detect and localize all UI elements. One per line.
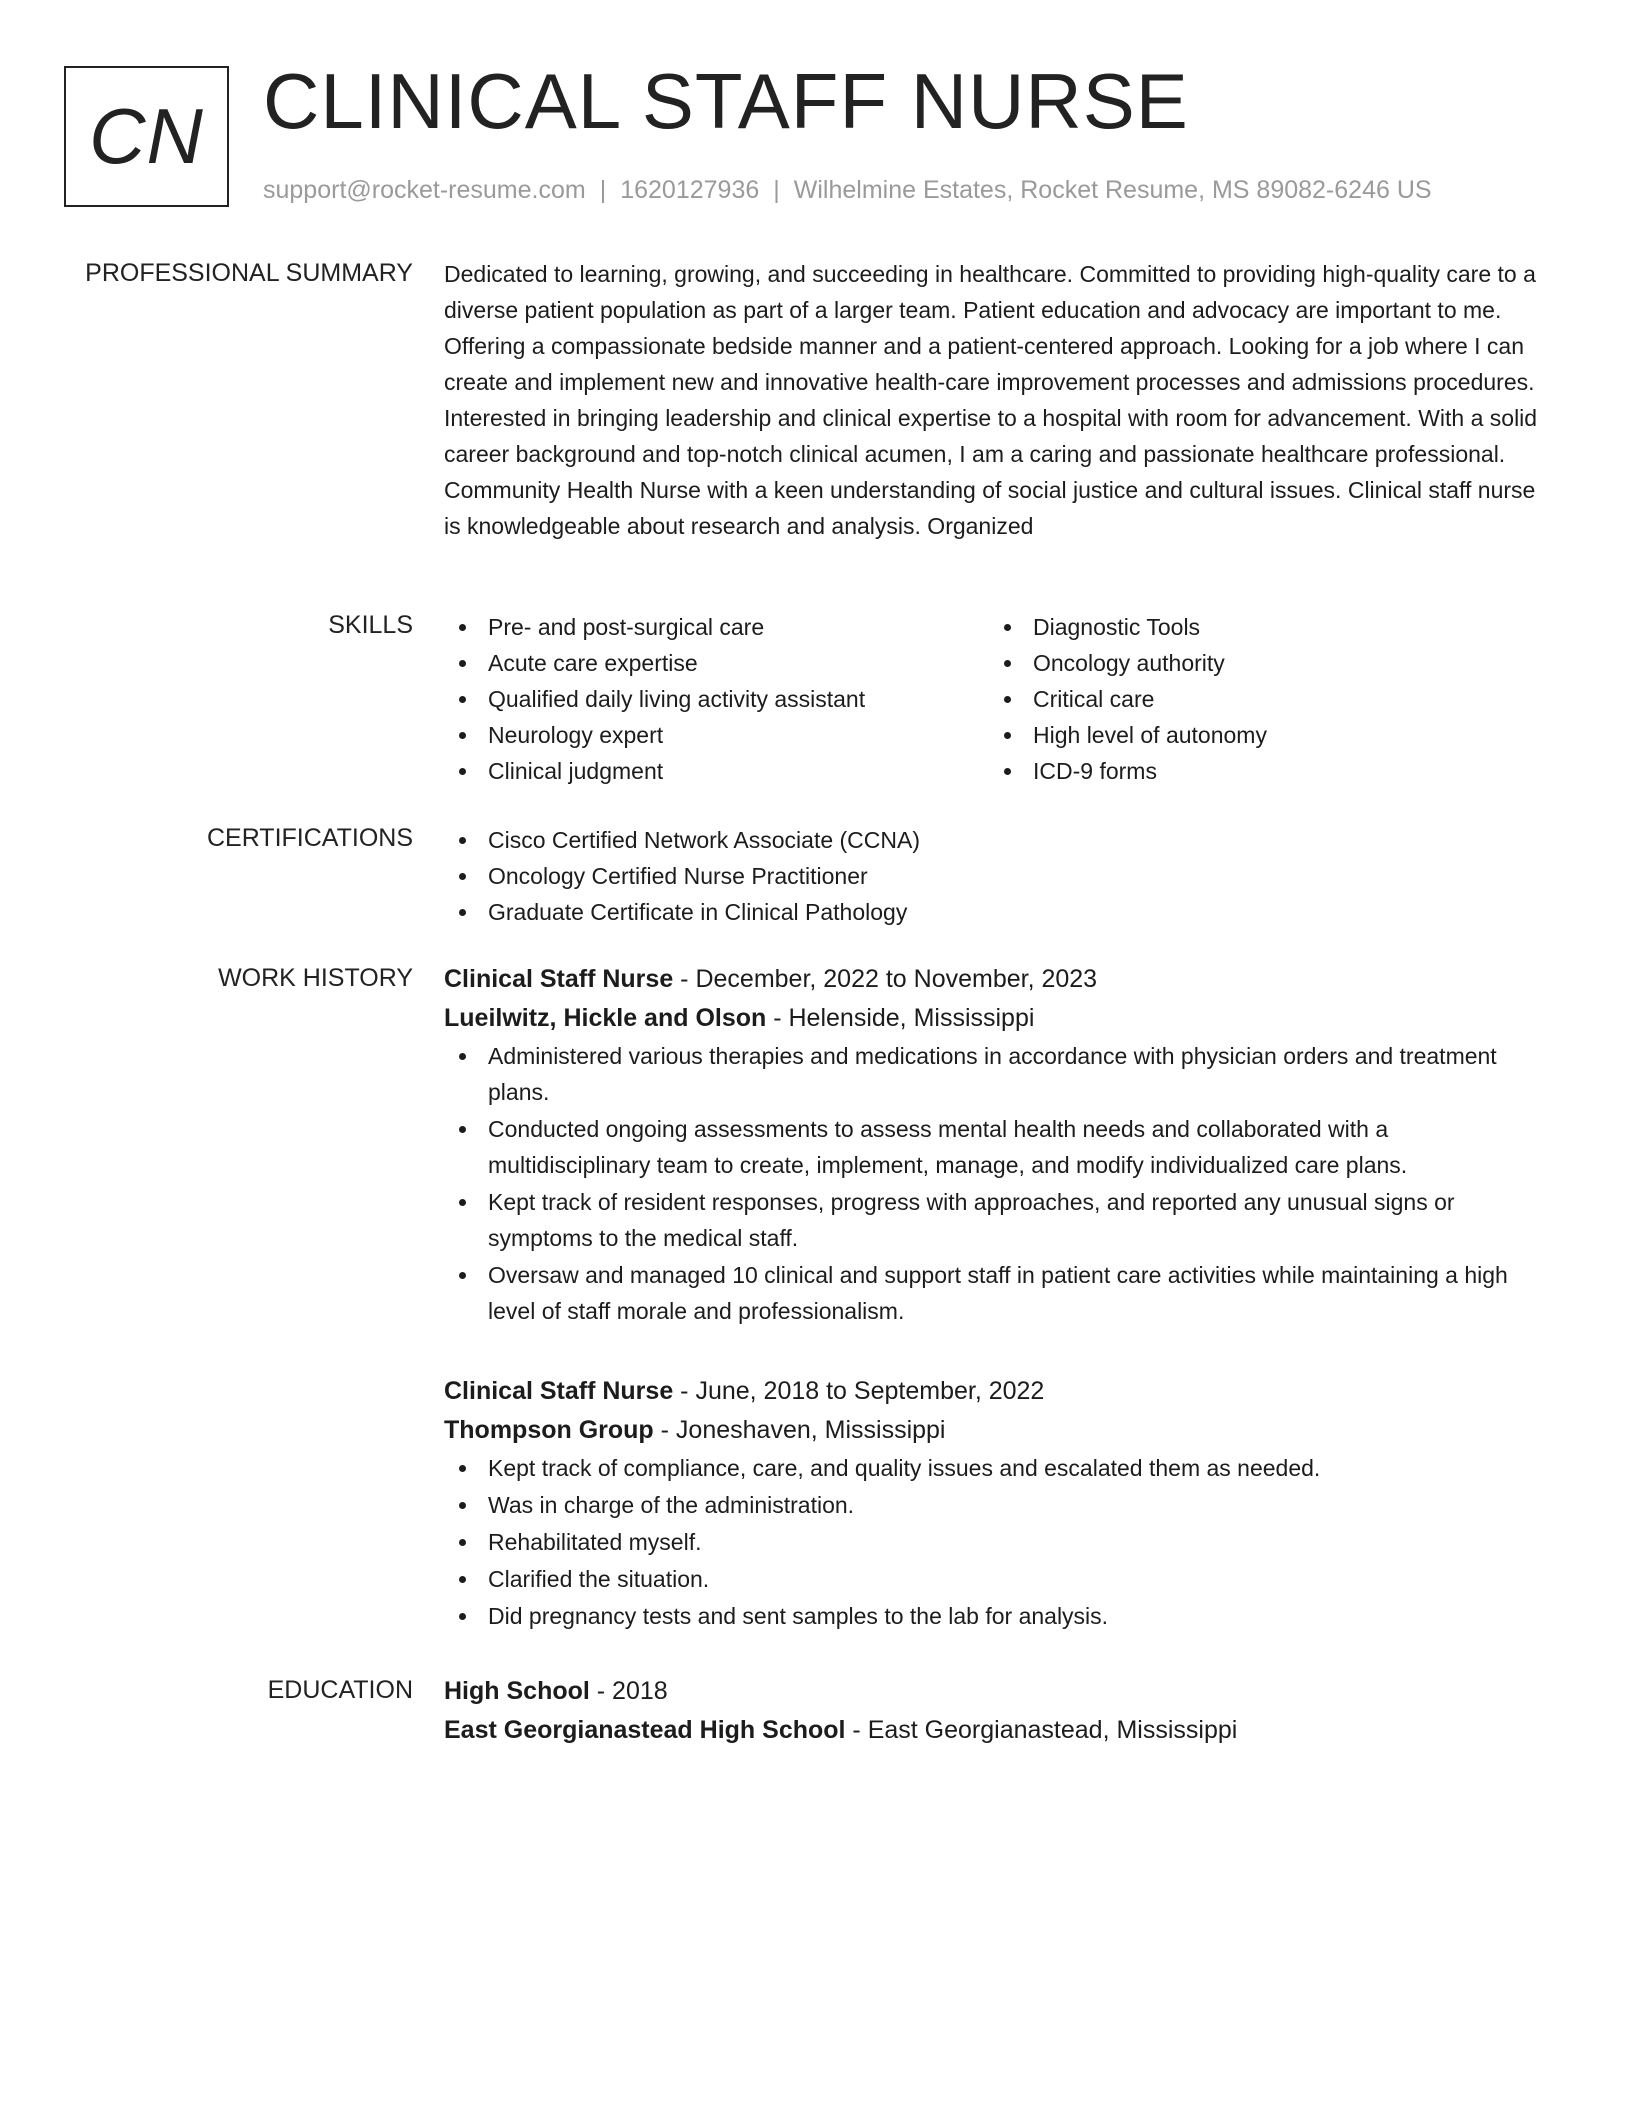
job-duties-list [444, 1038, 1554, 1329]
skill-item: ICD-9 forms [989, 753, 1534, 789]
contact-address: Wilhelmine Estates, Rocket Resume, MS 89082-6246 US [793, 176, 1432, 204]
education-degree: High School [444, 1677, 590, 1705]
job-duty: Did pregnancy tests and sent samples to the lab for analysis. [444, 1598, 1554, 1634]
skills-list-right [989, 609, 1534, 789]
job-duty: Clarified the situation. [444, 1561, 1554, 1597]
resume-title: CLINICAL STAFF NURSE [263, 57, 1189, 145]
education-location: - East Georgianastead, Mississippi [845, 1716, 1238, 1744]
summary-text: Dedicated to learning, growing, and succeeding in healthcare. Committed to providing high-quality care to a diverse patient population as part of a larger team. Patient education and advocacy are important to me. Offering a compassionate bedside manner and a patient-centered approach. Looking for a job where I can create and implement new and innovative health-care improvement processes and admissions procedures. Interested in bringing leadership and clinical expertise to a hospital with room for advancement. With a solid career background and top-notch clinical acumen, I am a caring and passionate healthcare professional. Community Health Nurse with a keen understanding of social justice and cultural issues. Clinical staff nurse is knowledgeable about research and analysis. Organized [444, 261, 1538, 539]
skill-item: Acute care expertise [444, 645, 989, 681]
section-label-certifications: CERTIFICATIONS [206, 824, 413, 852]
certification-item: Graduate Certificate in Clinical Pathology [444, 894, 1554, 930]
certifications-list [444, 822, 1554, 930]
monogram-box [64, 66, 229, 207]
skill-item: High level of autonomy [989, 717, 1534, 753]
contact-separator: | [773, 176, 780, 204]
job-employer-line [444, 1411, 1554, 1450]
monogram-initials: CN [89, 92, 204, 180]
skill-item: Qualified daily living activity assistant [444, 681, 989, 717]
contact-separator: | [599, 176, 607, 204]
section-label-summary: PROFESSIONAL SUMMARY [85, 259, 413, 287]
job-duty: Kept track of compliance, care, and quality issues and escalated them as needed. [444, 1450, 1554, 1486]
job-duty: Kept track of resident responses, progress with approaches, and reported any unusual signs or symptoms to the medical staff. [444, 1184, 1554, 1256]
skills-section [444, 609, 1554, 789]
skill-item: Oncology authority [989, 645, 1534, 681]
job-title: Clinical Staff Nurse [444, 1377, 674, 1405]
education-school: East Georgianastead High School [444, 1716, 846, 1744]
job-dates: - June, 2018 to September, 2022 [673, 1377, 1045, 1405]
section-label-education: EDUCATION [267, 1676, 413, 1704]
section-label-skills: SKILLS [328, 611, 413, 639]
certification-item: Cisco Certified Network Associate (CCNA) [444, 822, 1554, 858]
certification-item: Oncology Certified Nurse Practitioner [444, 858, 1554, 894]
section-label-work-history: WORK HISTORY [218, 964, 413, 992]
job-employer: Thompson Group [444, 1416, 654, 1444]
certifications-section [444, 822, 1554, 930]
job-location: - Joneshaven, Mississippi [653, 1416, 946, 1444]
job-employer-line [444, 999, 1554, 1038]
job-duties-list [444, 1450, 1554, 1634]
job-entry [444, 1372, 1554, 1634]
job-title-line [444, 1372, 1554, 1411]
job-location: - Helenside, Mississippi [766, 1004, 1035, 1032]
job-title-line [444, 960, 1554, 999]
job-dates: - December, 2022 to November, 2023 [673, 965, 1098, 993]
skill-item: Clinical judgment [444, 753, 989, 789]
education-school-line [444, 1711, 1554, 1750]
skills-grid [444, 609, 1554, 789]
job-duty: Was in charge of the administration. [444, 1487, 1554, 1523]
job-duty: Administered various therapies and medications in accordance with physician orders and treatment plans. [444, 1038, 1554, 1110]
contact-line [263, 174, 1432, 206]
skill-item: Critical care [989, 681, 1534, 717]
job-duty: Rehabilitated myself. [444, 1524, 1554, 1560]
job-title: Clinical Staff Nurse [444, 965, 674, 993]
job-employer: Lueilwitz, Hickle and Olson [444, 1004, 767, 1032]
job-entry [444, 960, 1554, 1329]
education-entry [444, 1672, 1554, 1750]
job-duty: Conducted ongoing assessments to assess mental health needs and collaborated with a multidisciplinary team to create, implement, manage, and modify individualized care plans. [444, 1111, 1554, 1183]
skill-item: Diagnostic Tools [989, 609, 1534, 645]
education-degree-line [444, 1672, 1554, 1711]
skills-list-left [444, 609, 989, 789]
skill-item: Neurology expert [444, 717, 989, 753]
skill-item: Pre- and post-surgical care [444, 609, 989, 645]
contact-phone: 1620127936 [620, 176, 760, 204]
education-year: - 2018 [589, 1677, 668, 1705]
job-duty: Oversaw and managed 10 clinical and support staff in patient care activities while maintaining a high level of staff morale and professionalism. [444, 1257, 1554, 1329]
contact-email: support@rocket-resume.com [263, 176, 586, 204]
